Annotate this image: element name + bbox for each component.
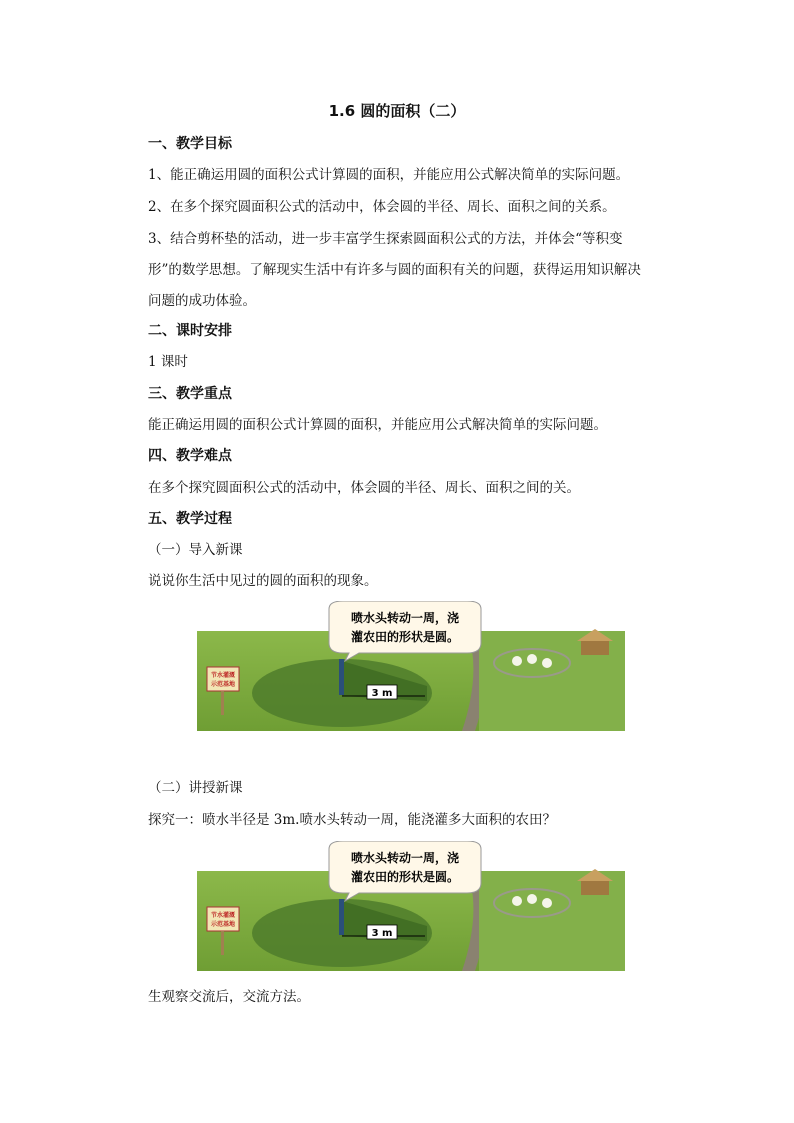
hut xyxy=(581,641,609,655)
explore-1-text: 探究一：喷水半径是 3m.喷水头转动一周，能浇灌多大面积的农田？ xyxy=(148,812,556,828)
radius-label: 3 m xyxy=(371,688,393,699)
observe-text: 生观察交流后，交流方法。 xyxy=(148,989,310,1005)
radius-label: 3 m xyxy=(371,928,393,939)
svg-text:喷水头转动一周，浇: 喷水头转动一周，浇 xyxy=(350,851,460,865)
section-process-heading: 五、教学过程 xyxy=(148,511,232,527)
section-key-heading: 三、教学重点 xyxy=(148,386,232,402)
svg-text:灌农田的形状是圆。: 灌农田的形状是圆。 xyxy=(350,630,460,644)
page-title: 1.6 圆的面积（二） xyxy=(328,102,466,120)
hut xyxy=(581,881,609,895)
intro-subheading: （一）导入新课 xyxy=(148,542,243,558)
svg-text:节水灌溉: 节水灌溉 xyxy=(210,912,236,919)
irrigation-illustration-2 xyxy=(197,841,625,971)
svg-text:灌农田的形状是圆。: 灌农田的形状是圆。 xyxy=(350,870,460,884)
new-lesson-subheading: （二）讲授新课 xyxy=(148,780,243,796)
section-difficulty-heading: 四、教学难点 xyxy=(148,448,232,464)
section-goals-heading: 一、教学目标 xyxy=(148,136,232,152)
section-schedule-heading: 二、课时安排 xyxy=(148,323,232,339)
goal-item-1: 1、能正确运用圆的面积公式计算圆的面积，并能应用公式解决简单的实际问题。 xyxy=(148,167,630,183)
irrigation-illustration-1 xyxy=(197,601,625,731)
svg-text:喷水头转动一周，浇: 喷水头转动一周，浇 xyxy=(350,611,460,625)
key-body: 能正确运用圆的面积公式计算圆的面积，并能应用公式解决简单的实际问题。 xyxy=(148,417,607,433)
goal-item-2: 2、在多个探究圆面积公式的活动中，体会圆的半径、周长、面积之间的关系。 xyxy=(148,199,616,215)
intro-body: 说说你生活中见过的圆的面积的现象。 xyxy=(148,573,378,589)
svg-text:示范基地: 示范基地 xyxy=(210,681,236,688)
schedule-body: 1 课时 xyxy=(148,354,188,370)
sprinkler-head-icon xyxy=(339,659,344,695)
goal-item-3: 3、结合剪杯垫的活动，进一步丰富学生探索圆面积公式的方法，并体会“等积变形”的数学思想。了解现实生活中有许多与圆的面积有关的问题，获得运用知识解决问题的成功体验。 xyxy=(148,231,641,309)
sprinkler-head-icon xyxy=(339,899,344,935)
svg-text:节水灌溉: 节水灌溉 xyxy=(210,672,236,679)
difficulty-body: 在多个探究圆面积公式的活动中，体会圆的半径、周长、面积之间的关。 xyxy=(148,480,580,496)
svg-text:示范基地: 示范基地 xyxy=(210,921,236,928)
